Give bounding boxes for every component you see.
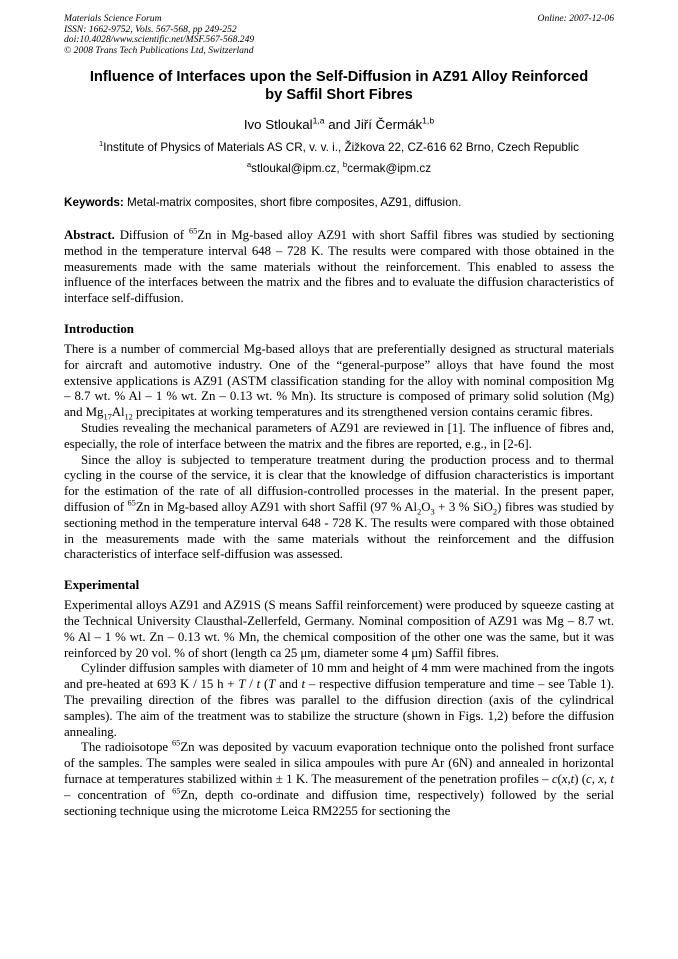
title-line-1: Influence of Interfaces upon the Self-Diffusion in AZ91 Alloy Reinforced [89,69,589,85]
keywords-text: Metal-matrix composites, short fibre composites, AZ91, diffusion. [123,196,462,209]
abstract: Abstract. Diffusion of $^{65}$Zn in Mg-based alloy AZ91 with short Saffil fibres was studied by sectioning method in the temperature interval 648 – 728 K. The results were compared with those obtained in the measurements made with the same materials without the reinforcement. This enabled to assess the influence of the interfaces between the matrix and the fibres and to evaluate the diffusion characteristics of interface self-diffusion. [64,226,614,306]
abstract-label: Abstract. [64,228,115,242]
intro-paragraph-1: There is a number of commercial Mg-based alloys that are preferentially designed as structural materials for aircraft and automotive industry. One of the “general-purpose” alloys that have found the most extensive applications is AZ91 (ASTM classification standing for the alloy with nominal composition Mg – 8.7 wt. % Al – 1 % wt. Zn – 0.13 wt. % Mn). Its structure is composed of primary solid solution (Mg) and $Mg_{17}Al_{12}$ precipitates at working temperatures and its strengthened version contains ceramic fibres. [64,341,614,422]
experimental-paragraph-2: Cylinder diffusion samples with diameter of 10 mm and height of 4 mm were machined from the ingots and pre-heated at 693 K / 15 h + T / t (T and t – respective diffusion temperature and time – see Table 1). The prevailing direction of the fibres was parallel to the diffusion direction (axis of the cylindrical samples). The aim of the treatment was to stabilize the structure (shown in Figs. 1,2) before the diffusion annealing. [64,661,614,739]
experimental-paragraph-3: The radioisotope $^{65}$Zn was deposited by vacuum evaporation technique onto the polished front surface of the samples. The samples were sealed in silica ampoules with pure Ar (6N) and annealed in horizontal furnace at temperatures stabilized within ± 1 K. The measurement of the penetration profiles – c(x,t) (c, x, t – concentration of $^{65}$Zn, depth co-ordinate and diffusion time, respectively) followed by the serial sectioning technique using the microtome Leica RM2255 for sectioning the [64,739,614,818]
author-emails [64,162,614,175]
author-list [64,117,614,132]
author-conjunction: and [324,117,355,132]
email-a: stloukal@ipm.cz, [251,162,343,175]
intro-paragraph-3: Since the alloy is subjected to temperature treatment during the production process and to thermal cycling in the course of the service, it is clear that the knowledge of diffusion characteristics is important for the estimation of the rate of all diffusion-controlled processes in the material. In the present paper, diffusion of $^{65}$Zn in Mg-based alloy AZ91 with short Saffil (97 % $Al_2O_3 + 3$ % SiO$_2$) fibres was studied by sectioning method in the temperature interval 648 - 728 K. The results were compared with those obtained in the measurements made with the same materials without the reinforcement and the diffusion characteristics of interface self-diffusion was assessed. [64,452,614,562]
email-marker-a: a [246,160,252,170]
affiliation-marker: 1 [99,139,104,149]
title-line-2: by Saffil Short Fibres [265,87,413,103]
section-heading-experimental: Experimental [64,578,140,593]
section-heading-introduction: Introduction [64,321,134,336]
email-b: cermak@ipm.cz [347,162,432,175]
experimental-paragraph-1: Experimental alloys AZ91 and AZ91S (S means Saffil reinforcement) were produced by squeeze casting at the Technical University Clausthal-Zellerfeld, Germany. Nominal composition of AZ91 was Mg – 8.7 wt. % Al – 1 % wt. Zn – 0.13 wt. % Mn, the chemical composition of the other one was the same, but it was reinforced by 20 vol. % of short (length ca 25 μm, diameter some 4 μm) Saffil fibres. [64,598,614,660]
keywords [64,196,614,209]
intro-paragraph-2: Studies revealing the mechanical parameters of AZ91 are reviewed in [1]. The influence of fibres and, especially, the role of interface between the matrix and the fibres are reported, e.g., in [2-6]. [64,420,614,451]
author-2: Jiří Čermák [354,117,423,132]
affiliation-text: Institute of Physics of Materials AS CR, v. v. i., Žižkova 22, CZ-616 62 Brno, Czech Republic [103,141,579,154]
journal-doi: doi:10.4028/www.scientific.net/MSF.567-568.249 [64,34,255,45]
journal-copyright: © 2008 Trans Tech Publications Ltd, Switzerland [64,44,254,56]
journal-name: Materials Science Forum [64,13,162,24]
email-marker-b: b [342,160,348,170]
journal-meta [64,14,254,56]
affiliation [64,141,614,154]
journal-header [64,14,614,56]
keywords-label: Keywords: [64,196,124,209]
author-1-affil: 1,a [312,115,325,126]
paper-title [64,68,614,104]
online-date: Online: 2007-12-06 [537,13,614,24]
journal-issn: ISSN: 1662-9752, Vols. 567-568, pp 249-252 [64,23,237,35]
author-2-affil: 1,b [422,115,435,126]
author-1: Ivo Stloukal [243,117,313,132]
